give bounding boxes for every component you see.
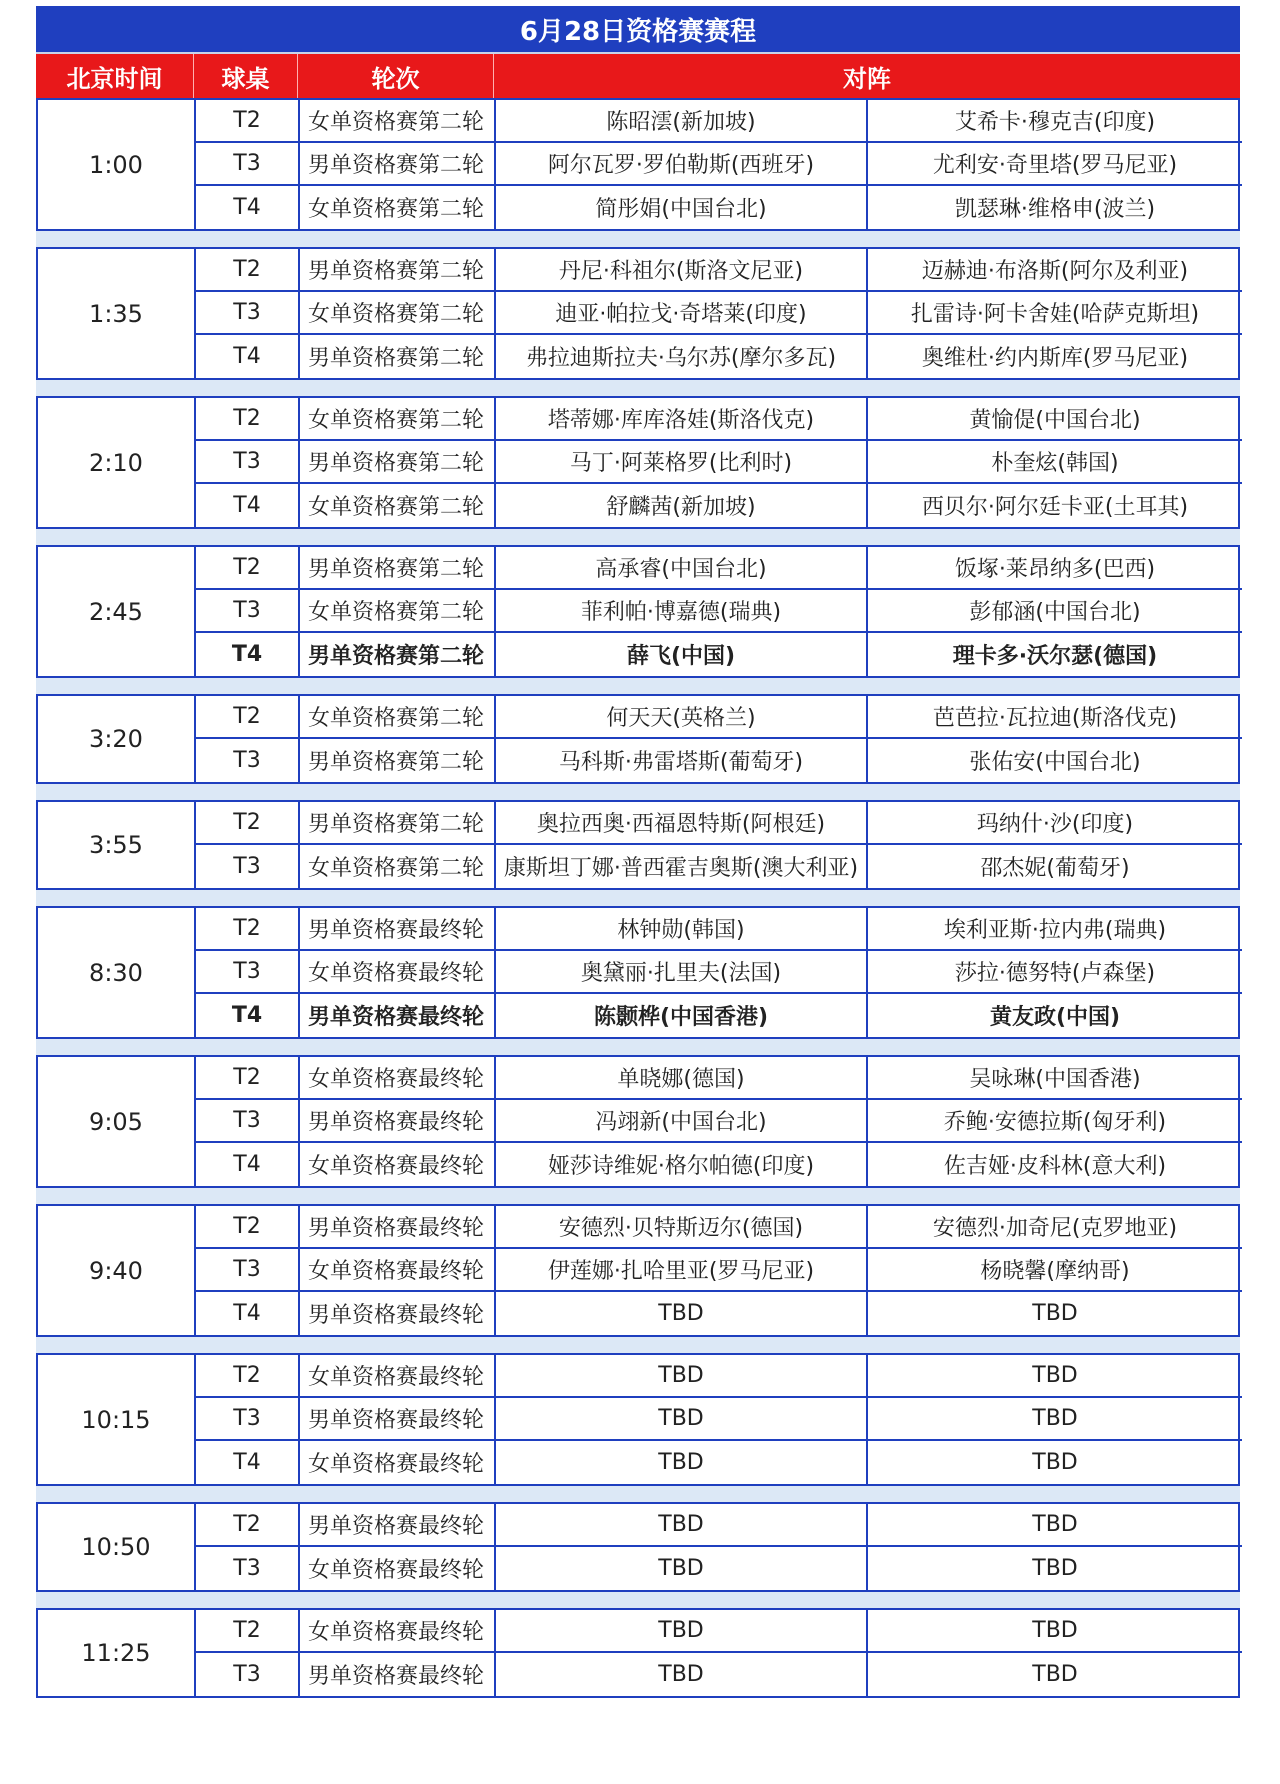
time-block xyxy=(36,247,1240,380)
player-one-cell: 单晓娜(德国) xyxy=(496,1057,868,1100)
header-matchup: 对阵 xyxy=(843,64,891,93)
player-one-cell: TBD xyxy=(496,1653,868,1696)
round-cell: 女单资格赛第二轮 xyxy=(300,590,496,633)
player-one-cell: 高承睿(中国台北) xyxy=(496,547,868,590)
round-cell: 女单资格赛最终轮 xyxy=(300,1610,496,1653)
table-cell: T2 xyxy=(196,1610,300,1653)
time-cell: 2:45 xyxy=(38,547,196,676)
player-one-cell: 马科斯·弗雷塔斯(葡萄牙) xyxy=(496,739,868,782)
player-two-cell: 奥维杜·约内斯库(罗马尼亚) xyxy=(921,346,1189,371)
round-cell: 男单资格赛第二轮 xyxy=(300,143,496,186)
player-one-cell: 塔蒂娜·库库洛娃(斯洛伐克) xyxy=(496,398,868,441)
player-two-cell: 杨晓馨(摩纳哥) xyxy=(868,1249,1242,1292)
player-one-cell: 伊莲娜·扎哈里亚(罗马尼亚) xyxy=(496,1249,868,1292)
time-cell: 11:25 xyxy=(38,1610,196,1696)
table-cell: T2 xyxy=(196,547,300,590)
table-cell: T4 xyxy=(196,633,300,676)
time-cell: 9:40 xyxy=(38,1206,196,1335)
time-cell: 1:35 xyxy=(38,249,196,378)
player-two-cell: 佐吉娅·皮科林(意大利) xyxy=(943,1154,1167,1179)
player-one-cell: 娅莎诗维妮·格尔帕德(印度) xyxy=(496,1143,868,1186)
table-cell: T3 xyxy=(196,590,300,633)
table-cell: T4 xyxy=(196,994,300,1037)
round-cell: 男单资格赛最终轮 xyxy=(300,1398,496,1441)
player-one-cell: 丹尼·科祖尔(斯洛文尼亚) xyxy=(496,249,868,292)
player-two-cell: 玛纳什·沙(印度) xyxy=(868,802,1242,845)
player-two-cell: TBD xyxy=(1032,1450,1078,1475)
time-block xyxy=(36,98,1240,231)
table-cell: T3 xyxy=(196,1653,300,1696)
block-separator xyxy=(36,678,1240,694)
player-one-cell: 何天天(英格兰) xyxy=(496,696,868,739)
time-block xyxy=(36,694,1240,784)
player-two-cell: 安德烈·加奇尼(克罗地亚) xyxy=(868,1206,1242,1249)
round-cell: 女单资格赛最终轮 xyxy=(300,1355,496,1398)
round-cell: 男单资格赛第二轮 xyxy=(300,633,496,676)
header-table: 球桌 xyxy=(194,54,298,98)
table-cell: T2 xyxy=(196,696,300,739)
table-cell: T3 xyxy=(196,1249,300,1292)
time-block xyxy=(36,1608,1240,1698)
player-one-cell: TBD xyxy=(496,1441,868,1484)
page-title: 6月28日资格赛赛程 xyxy=(36,6,1240,54)
round-cell: 男单资格赛第二轮 xyxy=(300,335,496,378)
table-cell: T3 xyxy=(196,951,300,994)
player-two-cell: TBD xyxy=(868,1355,1242,1398)
table-cell: T4 xyxy=(196,335,300,378)
player-two-cell: 黄愉偍(中国台北) xyxy=(868,398,1242,441)
round-cell: 男单资格赛最终轮 xyxy=(300,908,496,951)
table-cell: T2 xyxy=(196,1504,300,1547)
time-cell: 10:15 xyxy=(38,1355,196,1484)
round-cell: 女单资格赛第二轮 xyxy=(300,292,496,335)
time-cell: 9:05 xyxy=(38,1057,196,1186)
block-separator xyxy=(36,1592,1240,1608)
table-cell: T2 xyxy=(196,1057,300,1100)
block-separator xyxy=(36,529,1240,545)
table-cell: T2 xyxy=(196,398,300,441)
table-cell: T3 xyxy=(196,1398,300,1441)
round-cell: 女单资格赛第二轮 xyxy=(300,398,496,441)
player-one-cell: TBD xyxy=(496,1610,868,1653)
player-one-cell: 陈昭澐(新加坡) xyxy=(496,100,868,143)
round-cell: 女单资格赛第二轮 xyxy=(300,186,496,229)
player-two-cell: 张佑安(中国台北) xyxy=(969,750,1141,775)
player-one-cell: 薛飞(中国) xyxy=(496,633,868,676)
table-cell: T2 xyxy=(196,249,300,292)
round-cell: 女单资格赛最终轮 xyxy=(300,951,496,994)
player-one-cell: 迪亚·帕拉戈·奇塔莱(印度) xyxy=(496,292,868,335)
player-one-cell: 康斯坦丁娜·普西霍吉奥斯(澳大利亚) xyxy=(496,845,868,888)
player-one-cell: TBD xyxy=(496,1504,868,1547)
table-cell: T3 xyxy=(196,1100,300,1143)
round-cell: 男单资格赛最终轮 xyxy=(300,1100,496,1143)
table-cell: T4 xyxy=(196,1143,300,1186)
player-two-cell: TBD xyxy=(1032,1556,1078,1581)
table-cell: T3 xyxy=(196,845,300,888)
table-cell: T3 xyxy=(196,1547,300,1590)
player-one-cell: TBD xyxy=(496,1547,868,1590)
player-one-cell: TBD xyxy=(496,1292,868,1335)
table-cell: T4 xyxy=(196,484,300,527)
player-one-cell: 奥黛丽·扎里夫(法国) xyxy=(496,951,868,994)
table-body xyxy=(36,98,1240,1698)
round-cell: 男单资格赛最终轮 xyxy=(300,1292,496,1335)
time-cell: 1:00 xyxy=(38,100,196,229)
round-cell: 女单资格赛最终轮 xyxy=(300,1143,496,1186)
round-cell: 男单资格赛第二轮 xyxy=(300,249,496,292)
round-cell: 女单资格赛第二轮 xyxy=(300,696,496,739)
time-cell: 10:50 xyxy=(38,1504,196,1590)
player-two-cell: TBD xyxy=(868,1398,1242,1441)
round-cell: 女单资格赛第二轮 xyxy=(300,100,496,143)
player-two-cell: 吴咏琳(中国香港) xyxy=(868,1057,1242,1100)
player-two-cell: 朴奎炫(韩国) xyxy=(868,441,1242,484)
block-separator xyxy=(36,1486,1240,1502)
player-two-cell: 莎拉·德努特(卢森堡) xyxy=(868,951,1242,994)
player-one-cell: 安德烈·贝特斯迈尔(德国) xyxy=(496,1206,868,1249)
player-two-cell: TBD xyxy=(868,1610,1242,1653)
round-cell: 女单资格赛最终轮 xyxy=(300,1547,496,1590)
player-two-cell: 芭芭拉·瓦拉迪(斯洛伐克) xyxy=(868,696,1242,739)
time-block xyxy=(36,1204,1240,1337)
player-one-cell: 马丁·阿莱格罗(比利时) xyxy=(496,441,868,484)
time-block xyxy=(36,800,1240,890)
player-one-cell: TBD xyxy=(496,1398,868,1441)
time-cell: 3:55 xyxy=(38,802,196,888)
table-cell: T2 xyxy=(196,100,300,143)
round-cell: 女单资格赛第二轮 xyxy=(300,845,496,888)
player-two-cell: 饭塚·莱昂纳多(巴西) xyxy=(868,547,1242,590)
player-one-cell: 奥拉西奥·西福恩特斯(阿根廷) xyxy=(496,802,868,845)
player-two-cell: 乔鲍·安德拉斯(匈牙利) xyxy=(868,1100,1242,1143)
table-cell: T2 xyxy=(196,802,300,845)
player-two-cell: 迈赫迪·布洛斯(阿尔及利亚) xyxy=(868,249,1242,292)
time-cell: 2:10 xyxy=(38,398,196,527)
round-cell: 女单资格赛最终轮 xyxy=(300,1057,496,1100)
table-cell: T4 xyxy=(196,1292,300,1335)
block-separator xyxy=(36,380,1240,396)
table-cell: T4 xyxy=(196,186,300,229)
block-separator xyxy=(36,231,1240,247)
player-two-cell: 黄友政(中国) xyxy=(989,1005,1121,1030)
round-cell: 女单资格赛最终轮 xyxy=(300,1441,496,1484)
player-two-cell: 理卡多·沃尔瑟(德国) xyxy=(952,644,1158,669)
round-cell: 男单资格赛第二轮 xyxy=(300,739,496,782)
time-block xyxy=(36,1502,1240,1592)
block-separator xyxy=(36,1337,1240,1353)
round-cell: 男单资格赛最终轮 xyxy=(300,1206,496,1249)
round-cell: 男单资格赛第二轮 xyxy=(300,441,496,484)
player-one-cell: 舒麟茜(新加坡) xyxy=(496,484,868,527)
table-cell: T4 xyxy=(196,1441,300,1484)
player-two-cell: 凯瑟琳·维格申(波兰) xyxy=(954,197,1156,222)
time-block xyxy=(36,1055,1240,1188)
table-cell: T3 xyxy=(196,441,300,484)
player-two-cell: TBD xyxy=(868,1504,1242,1547)
player-two-cell: 尤利安·奇里塔(罗马尼亚) xyxy=(868,143,1242,186)
table-cell: T3 xyxy=(196,292,300,335)
player-two-cell: TBD xyxy=(1032,1662,1078,1687)
round-cell: 女单资格赛第二轮 xyxy=(300,484,496,527)
time-block xyxy=(36,1353,1240,1486)
player-two-cell: 埃利亚斯·拉内弗(瑞典) xyxy=(868,908,1242,951)
time-cell: 3:20 xyxy=(38,696,196,782)
block-separator xyxy=(36,890,1240,906)
time-cell: 8:30 xyxy=(38,908,196,1037)
player-two-cell: TBD xyxy=(1032,1301,1078,1326)
table-cell: T3 xyxy=(196,143,300,186)
player-one-cell: 弗拉迪斯拉夫·乌尔苏(摩尔多瓦) xyxy=(496,335,868,378)
round-cell: 男单资格赛最终轮 xyxy=(300,1504,496,1547)
header-round: 轮次 xyxy=(298,54,494,98)
round-cell: 男单资格赛最终轮 xyxy=(300,1653,496,1696)
time-block xyxy=(36,396,1240,529)
table-cell: T2 xyxy=(196,1355,300,1398)
round-cell: 男单资格赛第二轮 xyxy=(300,802,496,845)
time-block xyxy=(36,545,1240,678)
table-cell: T2 xyxy=(196,908,300,951)
player-one-cell: 林钟勋(韩国) xyxy=(496,908,868,951)
table-cell: T2 xyxy=(196,1206,300,1249)
block-separator xyxy=(36,1188,1240,1204)
time-block xyxy=(36,906,1240,1039)
player-one-cell: 冯翊新(中国台北) xyxy=(496,1100,868,1143)
round-cell: 女单资格赛最终轮 xyxy=(300,1249,496,1292)
header-time: 北京时间 xyxy=(36,54,194,98)
round-cell: 男单资格赛第二轮 xyxy=(300,547,496,590)
schedule-table xyxy=(36,6,1240,1698)
table-header xyxy=(36,54,1240,98)
round-cell: 男单资格赛最终轮 xyxy=(300,994,496,1037)
player-two-cell: 扎雷诗·阿卡舍娃(哈萨克斯坦) xyxy=(868,292,1242,335)
player-one-cell: 阿尔瓦罗·罗伯勒斯(西班牙) xyxy=(496,143,868,186)
player-one-cell: TBD xyxy=(496,1355,868,1398)
player-one-cell: 简彤娟(中国台北) xyxy=(496,186,868,229)
player-one-cell: 陈颢桦(中国香港) xyxy=(496,994,868,1037)
block-separator xyxy=(36,784,1240,800)
player-two-cell: 西贝尔·阿尔廷卡亚(土耳其) xyxy=(921,495,1189,520)
block-separator xyxy=(36,1039,1240,1055)
player-two-cell: 艾希卡·穆克吉(印度) xyxy=(868,100,1242,143)
player-two-cell: 邵杰妮(葡萄牙) xyxy=(980,856,1130,881)
table-cell: T3 xyxy=(196,739,300,782)
player-one-cell: 菲利帕·博嘉德(瑞典) xyxy=(496,590,868,633)
player-two-cell: 彭郁涵(中国台北) xyxy=(868,590,1242,633)
